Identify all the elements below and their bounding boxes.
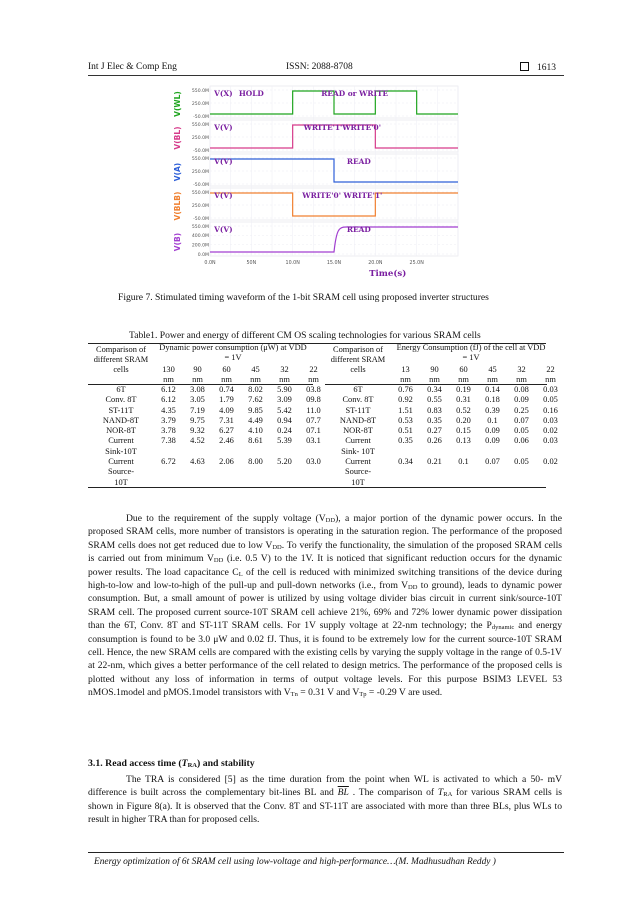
cell-name-line: ST-11T [108, 405, 134, 415]
cell-value: 03.1 [306, 436, 321, 446]
y-tick-label: 250.0M [191, 203, 209, 209]
cell-name-line: NOR-8T [343, 426, 373, 436]
phase-label: READ or WRITE [321, 89, 389, 98]
cell-value: 0.39 [485, 405, 500, 415]
cell-name [88, 416, 154, 426]
y-tick-label: 200.0M [191, 243, 209, 249]
cell-value: 0.25 [514, 405, 529, 415]
cell-name [325, 395, 391, 405]
cell-value: 5.39 [277, 436, 292, 446]
cell-value: 3.05 [190, 395, 205, 405]
table-title: Table1. Power and energy of different CM OS scaling technologies for various SRAM cells [129, 330, 481, 341]
cell-value: 6.12 [161, 395, 176, 405]
cell-value: 0.21 [427, 457, 442, 467]
cell-name [88, 457, 154, 488]
trace-tag: V(V) [214, 123, 233, 132]
cell-value: 9.85 [248, 405, 263, 415]
cell-name-line: 6T [116, 385, 126, 394]
node-unit: nm [192, 375, 203, 385]
cell-value: 3.09 [277, 395, 292, 405]
cell-name-line: Conv. 8T [342, 395, 374, 405]
cell-value: 11.0 [306, 405, 321, 415]
node-size: 45 [488, 365, 497, 374]
cell-value: 0.92 [398, 395, 413, 405]
cell-value: 2.06 [219, 457, 234, 467]
cell-name [88, 426, 154, 436]
cell-value: 0.52 [456, 405, 471, 415]
cell-value: 0.53 [398, 415, 413, 425]
cell-value: 8.02 [248, 385, 263, 394]
figure-caption: Figure 7. Stimulated timing waveform of the 1-bit SRAM cell using proposed inverter structures [118, 292, 489, 303]
table-row [325, 436, 565, 457]
cell-value: 0.27 [427, 426, 442, 436]
cell-value: 0.09 [485, 436, 500, 446]
cell-name [88, 385, 154, 395]
phase-label: READ [346, 225, 371, 234]
cell-name [325, 436, 391, 457]
left-node-header [154, 365, 328, 386]
cell-value: 0.76 [398, 385, 413, 394]
node-unit: nm [545, 375, 556, 385]
cell-value: 09.8 [306, 395, 321, 405]
x-axis-label: Time(s) [369, 269, 407, 279]
node-unit: nm [250, 375, 261, 385]
table-bottom-rule [88, 487, 546, 488]
cell-name-line: NAND-8T [102, 415, 140, 425]
y-tick-label: 550.0M [191, 224, 209, 230]
y-tick-label: -50.0M [193, 148, 209, 154]
right-node-header [391, 365, 565, 386]
cell-name-line: 6T [353, 385, 363, 394]
table-row [325, 385, 565, 395]
cell-name [88, 436, 154, 457]
footer-rule [88, 852, 564, 853]
y-tick-label: 550.0M [191, 190, 209, 196]
cell-name-line: Current [108, 457, 134, 467]
cell-value: 0.02 [543, 426, 558, 436]
cell-value: 0.03 [543, 415, 558, 425]
cell-value: 0.20 [456, 415, 471, 425]
cell-name-line: Sink-10T [105, 446, 137, 456]
node-unit: nm [279, 375, 290, 385]
cell-value: 0.06 [514, 436, 529, 446]
cell-value: 0.83 [427, 405, 442, 415]
cell-name-line: Current [345, 436, 371, 446]
node-size: 32 [517, 365, 526, 374]
node-size: 130 [162, 365, 175, 374]
table-row [88, 426, 328, 436]
node-unit: nm [400, 375, 411, 385]
cell-value: 0.35 [427, 415, 442, 425]
cell-value: 3.08 [190, 385, 205, 394]
cell-value: 0.19 [456, 385, 471, 394]
footer-citation: Energy optimization of 6t SRAM cell using low-voltage and high-performance…(M. Madhusudhan Reddy ) [94, 857, 496, 867]
cell-name-line: ST-11T [345, 405, 371, 415]
node-unit: nm [487, 375, 498, 385]
cell-value: 1.79 [219, 395, 234, 405]
cell-name-line: Source- [107, 467, 135, 477]
x-tick-label: 15.0N [326, 261, 342, 266]
phase-label: HOLD [238, 89, 264, 98]
table-row [325, 406, 565, 416]
cell-value: 8.00 [248, 457, 263, 467]
table-row [88, 436, 328, 457]
cell-value: 0.09 [514, 395, 529, 405]
cell-value: 4.10 [248, 426, 263, 436]
cell-value: 1.51 [398, 405, 413, 415]
cell-value: 0.35 [398, 436, 413, 446]
cell-value: 0.14 [485, 385, 500, 394]
cell-value: 0.13 [456, 436, 471, 446]
cell-value: 0.31 [456, 395, 471, 405]
cell-name [325, 406, 391, 416]
left-table-body [88, 385, 328, 488]
y-tick-label: 550.0M [191, 156, 209, 162]
cell-value: 5.90 [277, 385, 292, 394]
page-number: 1613 [537, 63, 556, 73]
node-size: 90 [193, 365, 202, 374]
axis-label: V(A) [173, 162, 182, 182]
cell-name-line: Current [345, 457, 371, 467]
cell-name-line: NOR-8T [106, 426, 136, 436]
y-tick-label: 0.0M [197, 252, 209, 258]
node-size: 32 [280, 365, 289, 374]
cell-name-line: NAND-8T [339, 415, 377, 425]
node-size: 60 [459, 365, 468, 374]
cell-value: 3.79 [161, 415, 176, 425]
table-row [325, 416, 565, 426]
table-row [88, 406, 328, 416]
node-size: 22 [309, 365, 318, 374]
trace-tag: V(V) [214, 225, 233, 234]
right-table-body [325, 385, 565, 488]
cell-value: 0.51 [398, 426, 413, 436]
cell-value: 5.20 [277, 457, 292, 467]
node-unit: nm [221, 375, 232, 385]
y-tick-label: -50.0M [193, 216, 209, 222]
cell-value: 0.15 [456, 426, 471, 436]
cell-value: 0.08 [514, 385, 529, 394]
x-tick-label: 0.0N [204, 261, 216, 266]
cell-value: 03.0 [306, 457, 321, 467]
cell-value: 4.52 [190, 436, 205, 446]
node-unit: nm [516, 375, 527, 385]
cell-value: 0.34 [398, 457, 413, 467]
cell-name-line: Current [108, 436, 134, 446]
cell-value: 4.49 [248, 415, 263, 425]
table-row [88, 416, 328, 426]
node-size: 45 [251, 365, 260, 374]
cell-value: 7.38 [161, 436, 176, 446]
axis-label: V(B) [173, 232, 182, 252]
cell-value: 0.16 [543, 405, 558, 415]
node-unit: nm [458, 375, 469, 385]
cell-value: 0.05 [514, 457, 529, 467]
node-size: 13 [401, 365, 410, 374]
left-group-header: Comparison of different SRAM cells [93, 345, 149, 374]
node-unit: nm [163, 375, 174, 385]
cell-name-line: Sink- 10T [341, 446, 375, 456]
cell-value: 0.1 [487, 415, 498, 425]
y-tick-label: 550.0M [191, 88, 209, 94]
cell-value: 0.09 [485, 426, 500, 436]
cell-value: 0.24 [277, 426, 292, 436]
cell-value: 0.1 [458, 457, 469, 467]
header-rule [88, 75, 564, 76]
axis-label: V(BL) [173, 126, 182, 150]
phase-label: WRITE'0' WRITE'1' [302, 191, 383, 200]
cell-name [88, 406, 154, 416]
cell-name-line: Source- [344, 467, 372, 477]
cell-value: 07.7 [306, 415, 321, 425]
paragraph-dynamic-power: Due to the requirement of the supply voltage $(V_{DD})$, a major portion of the dynamic power occurs. In the proposed SRAM cells, more number of transistors is operating in the saturation region. The performance of the proposed SRAM cells does not get reduced due to low $V_{DD}$. To verify the functionality, the simulation of the proposed SRAM cells is carried out from minimum $V_{DD}$ (i.e. 0.5 V) to the 1V. It is noticed that significant reduction occurs for the dynamic power results. The load capacitance $C_L$ of the cell is reduced with minimized switching transitions of the device during high-to-low and low-to-high of the pull-up and pull-down networks (i.e., from $V_{DD}$ to ground), leads to dynamic power consumption. But, a small amount of power is utilized by using voltage divider bias circuit in current sink/source-10T SRAM cell. The proposed current source-10T SRAM cell achieve 21%, 69% and 72% lower dynamic power dissipation than the 6T, Conv. 8T and ST-11T SRAM cells. For 1V supply voltage at 22-nm technology; the $P_{dynamic}$ and energy consumption is found to be 3.0 μW and 0.02 fJ. Thus, it is found to be extremely low for the current source-10T SRAM cell. Hence, the new SRAM cells are compared with the existing cells by varying the supply voltage in the range of 0.5-1V at 22-nm, which gives a better performance of the cell related to design metrics. The performance of the proposed cells is plotted without any loss of information in terms of output voltage levels. For this purpose BSIM3 LEVEL 53 nMOS.1model and pMOS.1model transistors with $V_{Tn} = 0.31$ V and $V_{Tp} = -0.29$ V are used. [88, 513, 563, 699]
cell-name [325, 457, 391, 488]
cell-value: 6.72 [161, 457, 176, 467]
paragraph-read-access-time: The TRA is considered [5] as the time duration from the point when WL is activated to which a 50- mV difference is built across the complementary bit-lines BL and $\overline{BL}$ . The comparison of $T_{RA}$ for various SRAM cells is shown in Figure 8(a). It is observed that the Conv. 8T and ST-11T are associated with more than three BLs, plus WLs to result in higher TRA than for proposed cells. [88, 774, 562, 826]
cell-value: 6.27 [219, 426, 234, 436]
cell-value: 0.03 [543, 385, 558, 394]
cell-value: 3.78 [161, 426, 176, 436]
cell-value: 4.63 [190, 457, 205, 467]
cell-value: 0.26 [427, 436, 442, 446]
cell-value: 7.31 [219, 415, 234, 425]
left-metric-header: Dynamic power consumption (μW) at VDD = 1V [159, 343, 307, 362]
cell-value: 2.46 [219, 436, 234, 446]
cell-value: 0.02 [543, 457, 558, 467]
right-metric-header: Energy Consumption (fJ) of the cell at VDD = 1V [396, 343, 546, 362]
cell-value: 03.8 [306, 385, 321, 394]
y-tick-label: -50.0M [193, 182, 209, 188]
table-row [88, 385, 328, 395]
table-row [325, 426, 565, 436]
trace-tag: V(V) [214, 191, 233, 200]
axis-label: V(WL) [173, 91, 182, 117]
node-size: 90 [430, 365, 439, 374]
y-tick-label: 550.0M [191, 122, 209, 128]
table-row [325, 457, 565, 488]
cell-value: 6.12 [161, 385, 176, 394]
y-tick-label: 400.0M [191, 234, 209, 240]
x-tick-label: 50N [246, 261, 257, 266]
cell-name [325, 385, 391, 395]
cell-value: 0.34 [427, 385, 442, 394]
cell-value: 5.42 [277, 405, 292, 415]
cell-value: 0.74 [219, 385, 234, 394]
y-tick-label: 250.0M [191, 101, 209, 107]
timing-waveform-figure [172, 84, 462, 280]
y-tick-label: 250.0M [191, 169, 209, 175]
node-unit: nm [308, 375, 319, 385]
cell-value: 9.32 [190, 426, 205, 436]
cell-value: 0.07 [514, 415, 529, 425]
cell-value: 7.19 [190, 405, 205, 415]
checkbox-icon [520, 62, 529, 71]
cell-name [325, 416, 391, 426]
cell-value: 7.62 [248, 395, 263, 405]
cell-value: 9.75 [190, 415, 205, 425]
cell-value: 4.35 [161, 405, 176, 415]
node-unit: nm [429, 375, 440, 385]
cell-value: 4.09 [219, 405, 234, 415]
node-size: 22 [546, 365, 555, 374]
cell-name [88, 395, 154, 405]
x-tick-label: 20.0N [368, 261, 383, 266]
cell-value: 0.55 [427, 395, 442, 405]
node-size: 60 [222, 365, 231, 374]
cell-value: 0.05 [543, 395, 558, 405]
x-tick-label: 25.0N [409, 261, 424, 266]
table-row [88, 395, 328, 405]
cell-name [325, 426, 391, 436]
table-row [325, 395, 565, 405]
cell-name-line: 10T [114, 477, 128, 487]
phase-label: READ [346, 157, 371, 166]
phase-label: WRITE'1'WRITE'0' [303, 123, 381, 132]
y-tick-label: -50.0M [193, 114, 209, 120]
cell-name-line: 10T [351, 477, 365, 487]
cell-name-line: Conv. 8T [105, 395, 137, 405]
journal-name: Int J Elec & Comp Eng [88, 62, 177, 72]
table-row [88, 457, 328, 488]
cell-value: 0.03 [543, 436, 558, 446]
x-tick-label: 10.0N [285, 261, 300, 266]
issn: ISSN: 2088-8708 [286, 62, 353, 72]
trace-tag: V(V) [214, 157, 233, 166]
axis-label: V(BLB) [173, 191, 182, 221]
y-tick-label: 250.0M [191, 135, 209, 141]
trace-tag: V(X) [214, 89, 233, 98]
page-number-group [520, 62, 556, 73]
cell-value: 0.07 [485, 457, 500, 467]
cell-value: 07.1 [306, 426, 321, 436]
cell-value: 0.05 [514, 426, 529, 436]
right-group-header: Comparison of different SRAM cells [330, 345, 386, 374]
cell-value: 0.18 [485, 395, 500, 405]
section-heading: 3.1. Read access time $(T_{RA})$ and stability [88, 758, 255, 769]
cell-value: 8.61 [248, 436, 263, 446]
cell-value: 0.94 [277, 415, 292, 425]
